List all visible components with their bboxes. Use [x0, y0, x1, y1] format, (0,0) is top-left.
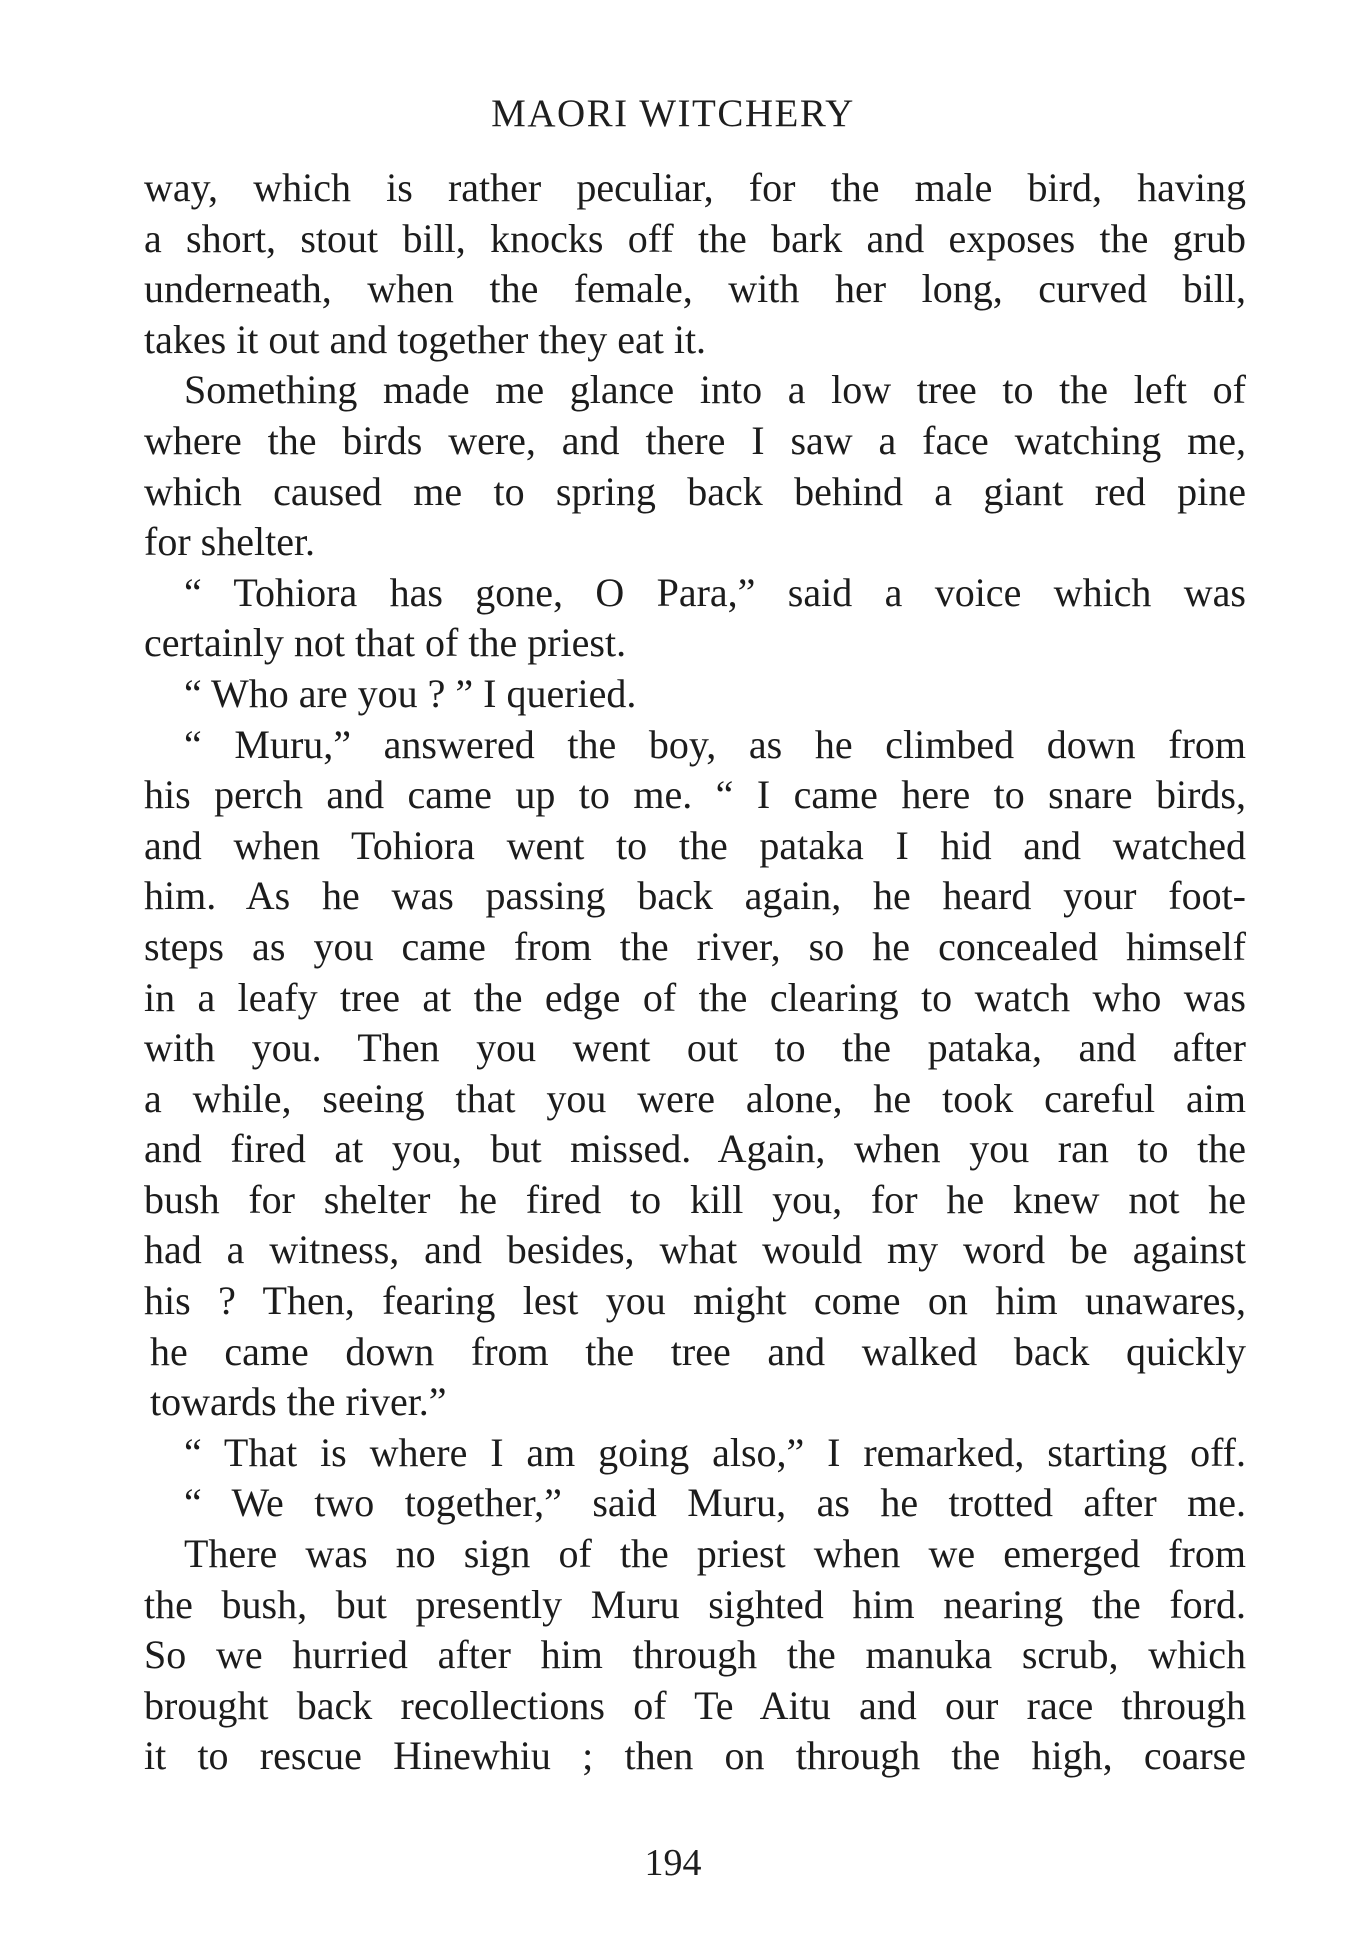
text-line: So we hurried after him through the manuka scrub, which: [144, 1632, 1246, 1678]
text-line: the bush, but presently Muru sighted him nearing the ford.: [144, 1581, 1246, 1627]
text-line: “ We two together,” said Muru, as he trotted after me.: [184, 1480, 1246, 1526]
text-line: brought back recollections of Te Aitu and our race through: [144, 1682, 1246, 1728]
text-line: him. As he was passing back again, he heard your foot-: [144, 873, 1246, 919]
text-line: certainly not that of the priest.: [144, 620, 627, 666]
text-line: he came down from the tree and walked back quickly: [150, 1328, 1246, 1374]
text-line: for shelter.: [144, 519, 316, 565]
text-line: bush for shelter he fired to kill you, for he knew not he: [144, 1176, 1246, 1222]
text-line: “ Who are you ? ” I queried.: [184, 670, 637, 716]
text-line: it to rescue Hinewhiu ; then on through the high, coarse: [144, 1733, 1246, 1779]
text-line: and when Tohiora went to the pataka I hid and watched: [144, 822, 1246, 868]
text-line: with you. Then you went out to the pataka, and after: [144, 1025, 1246, 1071]
text-line: way, which is rather peculiar, for the male bird, having: [144, 165, 1246, 210]
text-line: There was no sign of the priest when we emerged from: [184, 1531, 1246, 1577]
text-line: “ Muru,” answered the boy, as he climbed down from: [184, 721, 1246, 767]
text-line: which caused me to spring back behind a giant red pine: [144, 468, 1246, 514]
text-line: underneath, when the female, with her long, curved bill,: [144, 266, 1246, 312]
text-line: takes it out and together they eat it.: [144, 316, 707, 362]
text-line: “ That is where I am going also,” I remarked, starting off.: [184, 1429, 1246, 1475]
text-line: and fired at you, but missed. Again, when you ran to the: [144, 1126, 1246, 1172]
text-line: in a leafy tree at the edge of the clearing to watch who was: [144, 974, 1246, 1020]
text-line: where the birds were, and there I saw a face watching me,: [144, 417, 1246, 463]
text-line: a short, stout bill, knocks off the bark and exposes the grub: [144, 215, 1246, 261]
text-line: Something made me glance into a low tree to the left of: [184, 367, 1246, 413]
text-line: “ Tohiora has gone, O Para,” said a voice which was: [184, 569, 1246, 615]
text-line: steps as you came from the river, so he concealed himself: [144, 923, 1246, 969]
text-line: had a witness, and besides, what would my word be against: [144, 1227, 1246, 1273]
text-line: his perch and came up to me. “ I came here to snare birds,: [144, 772, 1246, 818]
page-number: 194: [644, 1842, 702, 1884]
text-line: towards the river.”: [150, 1379, 447, 1425]
running-head: MAORI WITCHERY: [491, 92, 855, 135]
text-line: his ? Then, fearing lest you might come on him unawares,: [144, 1278, 1246, 1324]
body-text: [144, 163, 1246, 1782]
text-line: a while, seeing that you were alone, he took careful aim: [144, 1075, 1246, 1121]
